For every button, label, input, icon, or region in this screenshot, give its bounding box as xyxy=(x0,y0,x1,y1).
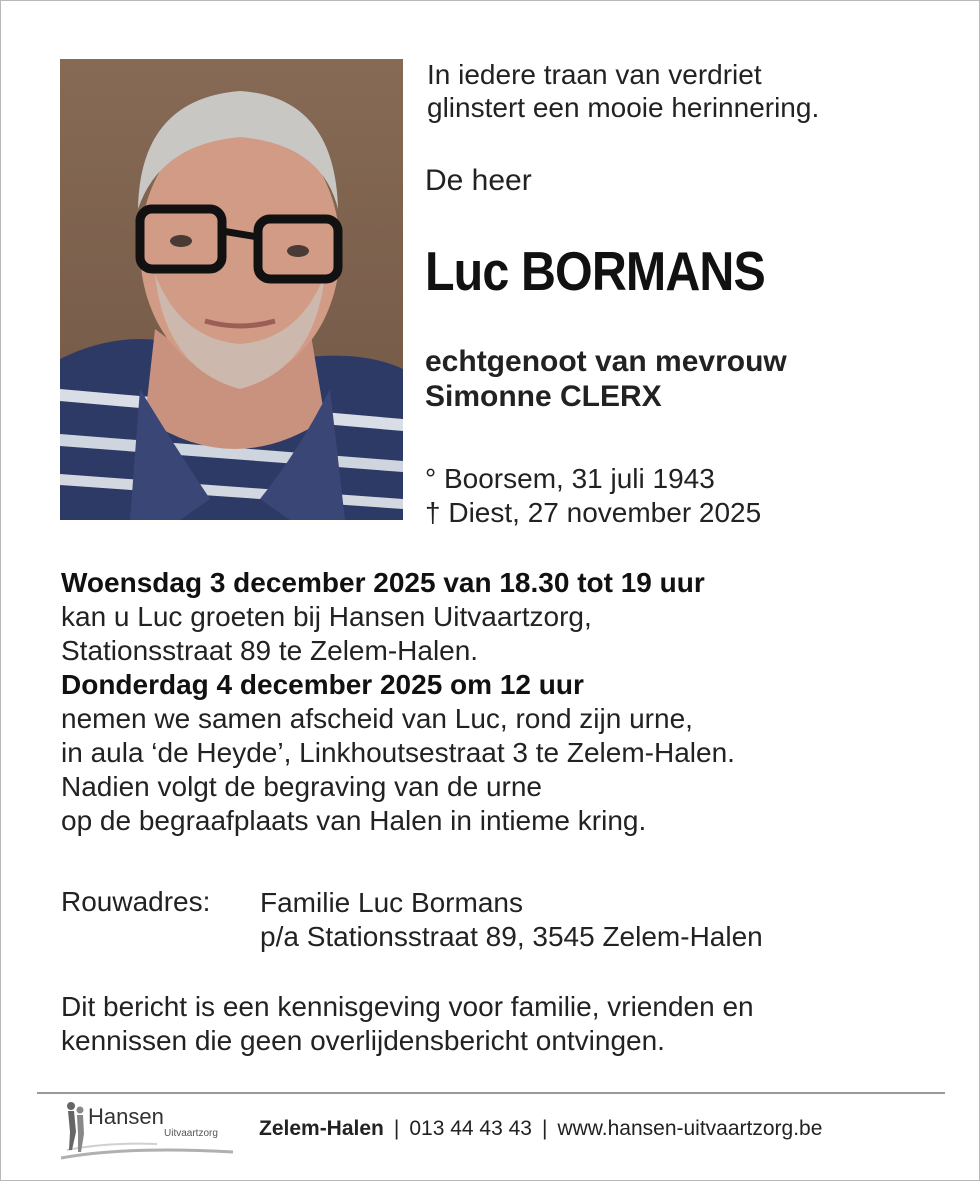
mourning-address-label: Rouwadres: xyxy=(61,886,211,917)
notice-text xyxy=(61,990,754,1058)
logo-name: Hansen xyxy=(88,1104,164,1129)
notice-line: Dit bericht is een kennisgeving voor familie, vrienden en xyxy=(61,991,754,1022)
birth-date: ° Boorsem, 31 juli 1943 xyxy=(425,463,715,494)
visitation-heading: Woensdag 3 december 2025 van 18.30 tot 19 uur xyxy=(61,567,705,598)
footer-separator: | xyxy=(541,1117,548,1140)
spouse-info xyxy=(425,344,787,414)
quote-line: glinstert een mooie herinnering. xyxy=(427,92,820,123)
mourning-address xyxy=(260,886,763,954)
quote-line: In iedere traan van verdriet xyxy=(427,59,762,90)
visitation-line: Stationsstraat 89 te Zelem-Halen. xyxy=(61,635,479,666)
spouse-line: echtgenoot van mevrouw xyxy=(425,345,787,378)
farewell-line: Nadien volgt de begraving van de urne xyxy=(61,771,543,802)
memorial-quote xyxy=(427,58,819,124)
address-line: Familie Luc Bormans xyxy=(260,887,523,918)
footer-phone[interactable]: 013 44 43 43 xyxy=(409,1117,532,1140)
footer-website-link[interactable]: www.hansen-uitvaartzorg.be xyxy=(557,1117,823,1140)
farewell-line: nemen we samen afscheid van Luc, rond zijn urne, xyxy=(61,703,693,734)
logo-subtitle: Uitvaartzorg xyxy=(164,1128,218,1139)
portrait-photo xyxy=(60,59,403,520)
visitation-line: kan u Luc groeten bij Hansen Uitvaartzorg, xyxy=(61,601,592,632)
farewell-heading: Donderdag 4 december 2025 om 12 uur xyxy=(61,669,584,700)
ceremony-details xyxy=(61,566,735,838)
death-date: † Diest, 27 november 2025 xyxy=(425,497,762,528)
farewell-line: in aula ‘de Heyde’, Linkhoutsestraat 3 te Zelem-Halen. xyxy=(61,737,735,768)
footer-city: Zelem-Halen xyxy=(259,1117,384,1140)
notice-line: kennissen die geen overlijdensbericht ontvingen. xyxy=(61,1025,665,1056)
farewell-line: op de begraafplaats van Halen in intieme kring. xyxy=(61,805,647,836)
footer-divider xyxy=(37,1092,945,1094)
deceased-name: Luc BORMANS xyxy=(425,240,765,302)
address-line: p/a Stationsstraat 89, 3545 Zelem-Halen xyxy=(260,921,763,952)
spouse-line: Simonne CLERX xyxy=(425,380,662,413)
salutation: De heer xyxy=(425,164,532,197)
footer-contact xyxy=(259,1117,822,1141)
footer-separator: | xyxy=(393,1117,400,1140)
life-dates xyxy=(425,462,761,530)
portrait-illustration xyxy=(60,59,403,520)
